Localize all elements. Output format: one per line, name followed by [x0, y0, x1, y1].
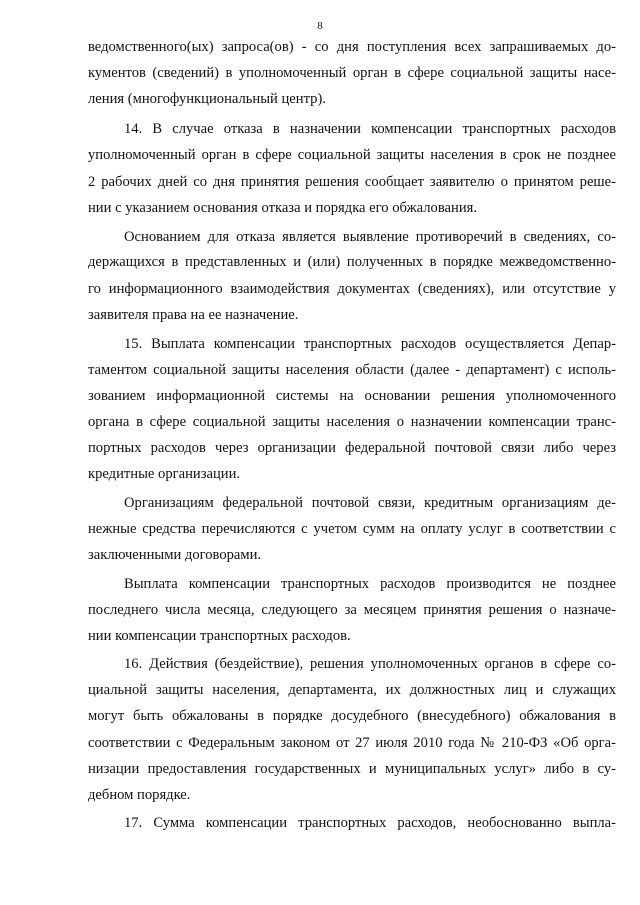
text-line: зованием информационной системы на основании решения уполномоченного	[88, 388, 616, 404]
paragraph-first-line: Организациям федеральной почтовой связи, кредитным организациям де-	[124, 495, 616, 511]
text-line: 2 рабочих дней со дня принятия решения сообщает заявителю о принятом реше-	[88, 174, 616, 190]
text-line: кументов (сведений) в уполномоченный орган в сфере социальной защиты насе-	[88, 65, 616, 81]
text-line: таментом социальной защиты населения области (далее - департамент) с исполь-	[88, 362, 616, 378]
text-line: ления (многофункциональный центр).	[88, 91, 326, 107]
paragraph-14-first-line: 14. В случае отказа в назначении компенсации транспортных расходов	[124, 121, 616, 137]
paragraph-15-first-line: 15. Выплата компенсации транспортных расходов осуществляется Депар-	[124, 336, 616, 352]
text-line: портных расходов через организации федеральной почтовой связи либо через	[88, 440, 616, 456]
text-line: последнего числа месяца, следующего за месяцем принятия решения о назначе-	[88, 602, 616, 618]
text-line: соответствии с Федеральным законом от 27 июля 2010 года № 210-ФЗ «Об орга-	[88, 735, 616, 751]
text-line: могут быть обжалованы в порядке досудебного (внесудебного) обжалования в	[88, 708, 616, 724]
paragraph-first-line: Выплата компенсации транспортных расходов производится не позднее	[124, 576, 616, 592]
text-line: кредитные организации.	[88, 466, 241, 482]
text-line: дебном порядке.	[88, 787, 191, 803]
text-line: держащихся в представленных и (или) полученных в порядке межведомственно-	[88, 254, 616, 270]
text-line: низации предоставления государственных и муниципальных услуг» либо в су-	[88, 761, 616, 777]
text-line: циальной защиты населения, департамента, их должностных лиц и служащих	[88, 682, 616, 698]
text-line: заявителя права на ее назначение.	[88, 307, 299, 323]
text-line: заключенными договорами.	[88, 547, 262, 563]
text-line: нии компенсации транспортных расходов.	[88, 628, 351, 644]
text-line: уполномоченный орган в сфере социальной защиты населения в срок не позднее	[88, 147, 616, 163]
text-line: го информационного взаимодействия документах (сведениях), или отсутствие у	[88, 281, 616, 297]
text-line: ведомственного(ых) запроса(ов) - со дня поступления всех запрашиваемых до-	[88, 39, 616, 55]
text-line: органа в сфере социальной защиты населения о назначении компенсации транс-	[88, 414, 616, 430]
text-line: нежные средства перечисляются с учетом сумм на оплату услуг в соответствии с	[88, 521, 616, 537]
paragraph-17-first-line: 17. Сумма компенсации транспортных расходов, необоснованно выпла-	[124, 815, 616, 831]
page-number: 8	[317, 20, 323, 32]
paragraph-first-line: Основанием для отказа является выявление противоречий в сведениях, со-	[124, 229, 616, 245]
text-line: нии с указанием основания отказа и порядка его обжалования.	[88, 200, 478, 216]
paragraph-16-first-line: 16. Действия (бездействие), решения уполномоченных органов в сфере со-	[124, 656, 616, 672]
